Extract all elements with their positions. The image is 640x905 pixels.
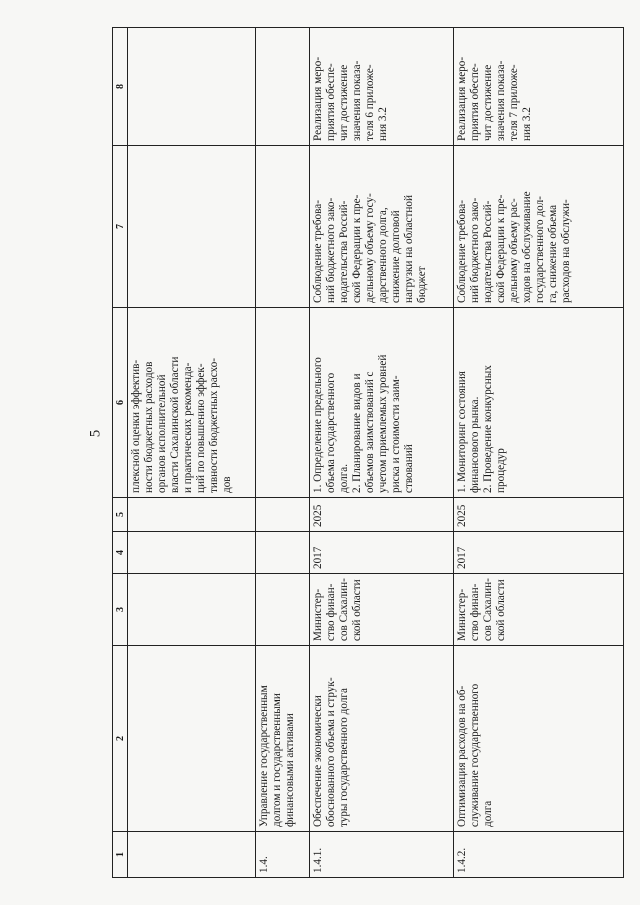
cell-indicator (256, 28, 310, 146)
col-number: 2 (113, 646, 128, 832)
cell-name (128, 646, 256, 832)
text-line: ство финан- (325, 583, 337, 641)
cell-executor (256, 574, 310, 646)
text-line: приятия обеспе- (469, 63, 481, 141)
cell-result (310, 146, 454, 308)
cell-start-year: 2017 (454, 532, 624, 574)
cell-start-year (256, 532, 310, 574)
cell-name (256, 646, 310, 832)
text-line: 1. Определение предельного (312, 357, 324, 493)
cell-name (310, 646, 454, 832)
cell-end-year: 2025 (454, 498, 624, 532)
text-line: нодательства Россий- (482, 200, 494, 303)
table-row (310, 28, 454, 878)
cell-result (128, 146, 256, 308)
text-line: служивание государственного (469, 683, 481, 827)
cell-result (256, 146, 310, 308)
text-line: теля 7 приложе- (508, 64, 520, 141)
text-line: ций по повышению эффек- (195, 363, 207, 493)
text-line: государственного дол- (534, 196, 546, 303)
cell-name (454, 646, 624, 832)
text-line: ходов на обслуживание (521, 191, 533, 303)
table-row (128, 28, 256, 878)
text-line: Обеспечение экономически (312, 695, 324, 827)
text-line: нодательства Россий- (338, 200, 350, 303)
text-line: снижение долговой (390, 210, 402, 303)
text-line: дарственного долга, (377, 207, 389, 303)
col-number: 6 (113, 308, 128, 498)
text-line: сов Сахалин- (482, 578, 494, 641)
text-line: Реализация меро- (456, 56, 468, 141)
text-line: плексной оценки эффектив- (130, 359, 142, 493)
column-number-row (113, 28, 128, 878)
text-line: сов Сахалин- (338, 578, 350, 641)
text-line: нагрузки на областной (403, 195, 415, 303)
cell-start-year (128, 532, 256, 574)
text-line: бюджет (416, 266, 428, 303)
text-line: 1. Мониторинг состояния (456, 371, 468, 493)
text-line: органов исполнительной (156, 374, 168, 493)
cell-number: 1.4.2. (454, 832, 624, 878)
text-line: риска и стоимости заим- (390, 375, 402, 493)
cell-content (454, 308, 624, 498)
text-line: чит достижение (482, 64, 494, 141)
cell-result (454, 146, 624, 308)
text-line: туры государственного долга (338, 688, 350, 827)
text-line: ской Федерации к пре- (495, 194, 507, 303)
cell-number: 1.4.1. (310, 832, 454, 878)
text-line: Оптимизация расходов на об- (456, 685, 468, 827)
col-number: 5 (113, 498, 128, 532)
text-line: дельному объему рас- (508, 198, 520, 303)
text-line: ности бюджетных расходов (143, 361, 155, 493)
col-number: 3 (113, 574, 128, 646)
text-line: обоснованного объема и струк- (325, 677, 337, 827)
text-line: Реализация меро- (312, 56, 324, 141)
measures-table (112, 27, 624, 878)
text-line: Соблюдение требова- (312, 200, 324, 303)
table-row (256, 28, 310, 878)
cell-executor (454, 574, 624, 646)
text-line: чит достижение (338, 64, 350, 141)
rotated-table-container (112, 28, 632, 878)
text-line: ской области (351, 579, 363, 641)
text-line: расходов на обслужи- (560, 199, 572, 303)
cell-content (128, 308, 256, 498)
text-line: теля 6 приложе- (364, 64, 376, 141)
page-number: 5 (87, 429, 104, 438)
table-row (454, 28, 624, 878)
cell-executor (128, 574, 256, 646)
text-line: значения показа- (495, 60, 507, 141)
col-number: 4 (113, 532, 128, 574)
text-line: долгом и государственными (271, 693, 283, 827)
text-line: дов (221, 476, 233, 493)
text-line: ство финан- (469, 583, 481, 641)
text-line: долга (482, 800, 494, 827)
cell-number: 1.4. (256, 832, 310, 878)
text-line: Министер- (456, 588, 468, 641)
text-line: ния 3.2 (521, 107, 533, 141)
cell-content (256, 308, 310, 498)
cell-indicator (310, 28, 454, 146)
text-line: финансовыми активами (284, 713, 296, 827)
text-line: Министер- (312, 588, 324, 641)
col-number: 1 (113, 832, 128, 878)
text-line: значения показа- (351, 60, 363, 141)
cell-indicator (128, 28, 256, 146)
text-line: ний бюджетного зако- (469, 197, 481, 303)
text-line: ской области (495, 579, 507, 641)
text-line: тивности бюджетных расхо- (208, 357, 220, 493)
cell-end-year: 2025 (310, 498, 454, 532)
text-line: ствований (403, 444, 415, 493)
cell-end-year (128, 498, 256, 532)
cell-number (128, 832, 256, 878)
col-number: 7 (113, 146, 128, 308)
text-line: га, снижение объема (547, 204, 559, 303)
text-line: объема государственного (325, 372, 337, 493)
text-line: Соблюдение требова- (456, 200, 468, 303)
cell-executor (310, 574, 454, 646)
text-line: ний бюджетного зако- (325, 197, 337, 303)
text-line: ния 3.2 (377, 107, 389, 141)
text-line: ской Федерации к пре- (351, 194, 363, 303)
cell-indicator (454, 28, 624, 146)
cell-content (310, 308, 454, 498)
text-line: долга. (338, 463, 350, 493)
text-line: приятия обеспе- (325, 63, 337, 141)
text-line: 2. Планирование видов и (351, 373, 363, 493)
text-line: и практических рекоменда- (182, 362, 194, 493)
cell-end-year (256, 498, 310, 532)
text-line: финансового рынка. (469, 396, 481, 493)
text-line: 2. Проведение конкурсных (482, 365, 494, 493)
text-line: власти Сахалинской области (169, 356, 181, 493)
text-line: процедур (495, 448, 507, 493)
cell-start-year: 2017 (310, 532, 454, 574)
col-number: 8 (113, 28, 128, 146)
text-line: учетом приемлемых уровней (377, 354, 389, 493)
text-line: дельному объему госу- (364, 193, 376, 303)
text-line: объемов заимствований с (364, 371, 376, 493)
text-line: Управление государственным (258, 685, 270, 827)
